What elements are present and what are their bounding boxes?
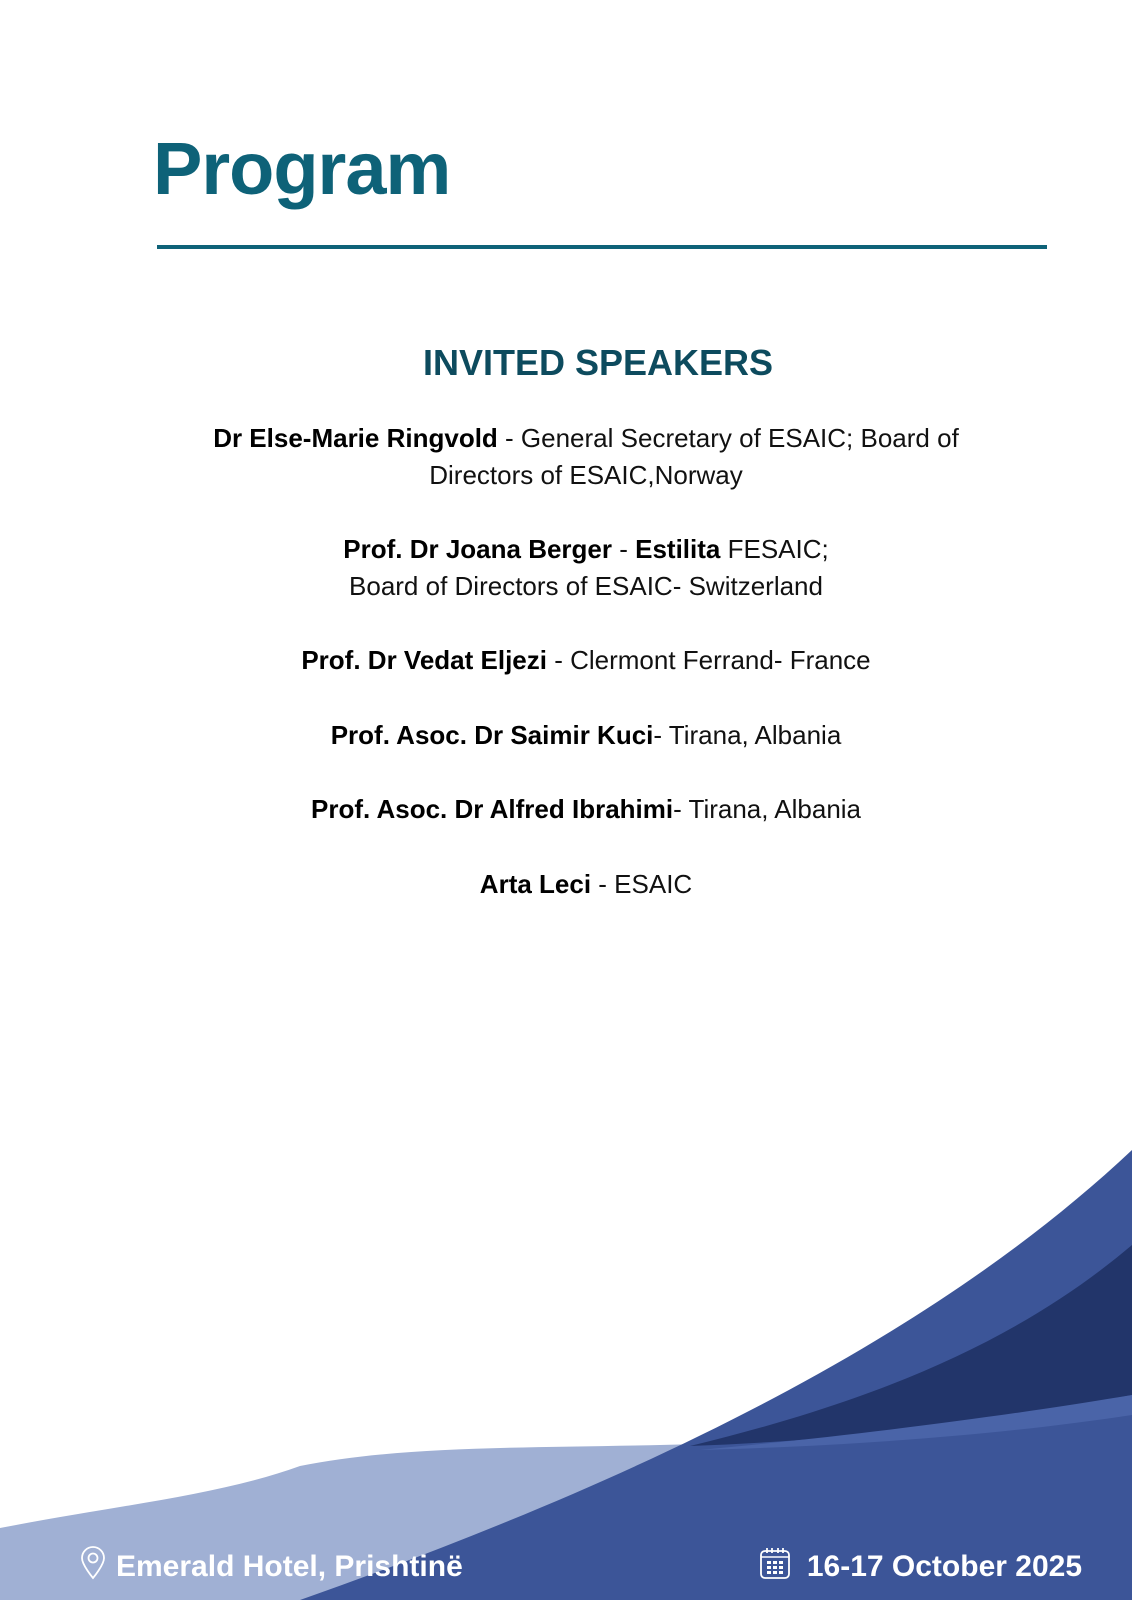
speaker-name-2: Estilita: [635, 534, 721, 564]
speaker-name: Prof. Dr Vedat Eljezi: [301, 645, 547, 675]
speaker-item: [120, 717, 1052, 754]
speaker-name: Prof. Asoc. Dr Alfred Ibrahimi: [310, 794, 674, 824]
speaker-details: - Tirana, Albania: [653, 719, 842, 750]
dates-text: 16-17 October 2025: [806, 1550, 1082, 1583]
location-pin-icon: [80, 1546, 106, 1588]
speaker-details: - Tirana, Albania: [673, 794, 862, 824]
speaker-item: [120, 791, 1052, 828]
speaker-item: [120, 420, 1052, 493]
speaker-list: [120, 420, 1052, 940]
page-title: Program: [153, 127, 451, 210]
speaker-details: FESAIC;: [720, 534, 829, 564]
speaker-details-line2: Board of Directors of ESAIC- Switzerland: [349, 570, 823, 601]
speaker-name: Prof. Dr Joana Berger: [343, 534, 613, 564]
speaker-details: - ESAIC: [591, 868, 693, 899]
speaker-details: - Clermont Ferrand- France: [546, 645, 871, 675]
speaker-details-line2: Directors of ESAIC,Norway: [429, 459, 743, 490]
speaker-name: Dr Else-Marie Ringvold: [213, 423, 498, 453]
speaker-name: Prof. Asoc. Dr Saimir Kuci: [330, 719, 654, 750]
event-dates: [759, 1545, 1082, 1589]
speaker-item: [120, 642, 1052, 679]
calendar-icon: [759, 1546, 791, 1588]
event-location: [80, 1545, 463, 1589]
location-text: Emerald Hotel, Prishtinë: [116, 1550, 463, 1583]
speaker-separator: -: [612, 534, 636, 564]
speaker-details: - General Secretary of ESAIC; Board of: [497, 423, 959, 453]
speaker-item: [120, 866, 1052, 903]
title-divider: [157, 245, 1047, 249]
speaker-name: Arta Leci: [479, 868, 592, 899]
footer-wave-decoration: [0, 1150, 1132, 1600]
section-heading: INVITED SPEAKERS: [422, 342, 774, 383]
speaker-item: [120, 531, 1052, 604]
